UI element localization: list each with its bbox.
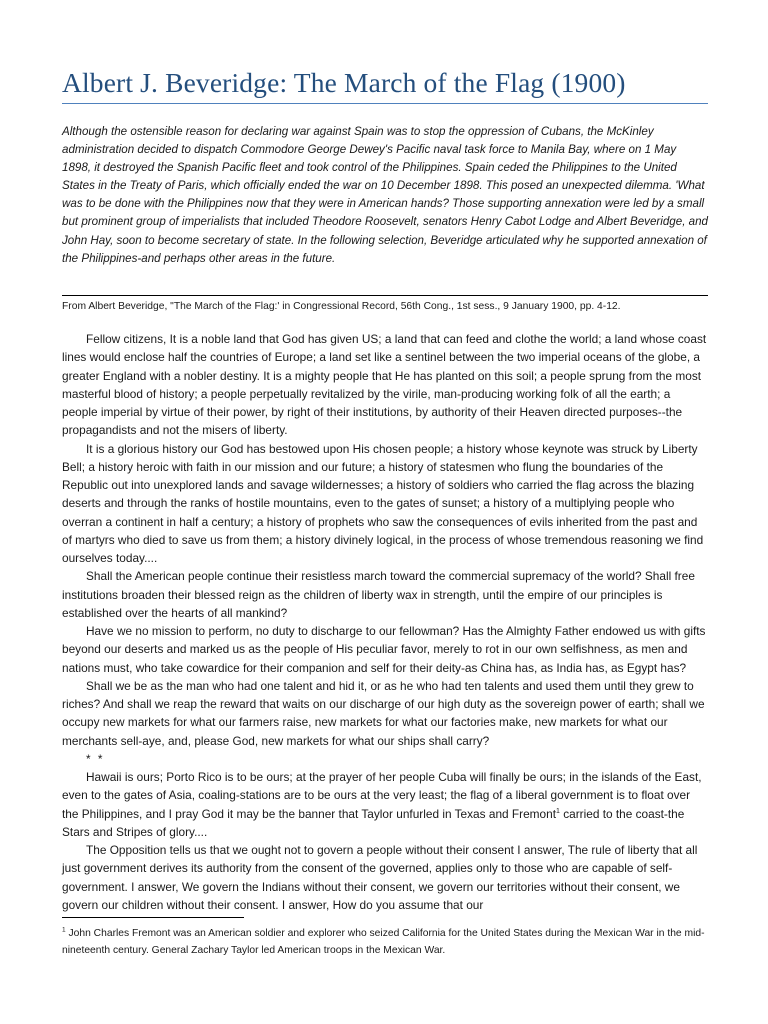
footnote-reference[interactable]: 1: [556, 807, 560, 815]
footnote: [62, 925, 708, 959]
page-title: Albert J. Beveridge: The March of the Flag (1900): [62, 67, 626, 98]
intro-paragraph: Although the ostensible reason for declaring war against Spain was to stop the oppression of Cubans, the McKinley administration decided to dispatch Commodore George Dewey's Pacific naval task force to Manila Bay, where on 1 May 1898, it destroyed the Spanish Pacific fleet and took control of the Philippines. Spain ceded the Philippines to the United States in the Treaty of Paris, which officially ended the war on 10 December 1898. This posed an unexpected dilemma. 'What was to be done with the Philippines now that they were in American hands? Those supporting annexation were led by a small but prominent group of imperialists that included Theodore Roosevelt, senators Henry Cabot Lodge and Albert Beveridge, and John Hay, soon to become secretary of state. In the following selection, Beveridge articulated why he supported annexation of the Philippines-and perhaps other areas in the future.: [62, 125, 708, 265]
speech-paragraph: It is a glorious history our God has bestowed upon His chosen people; a history whose keynote was struck by Liberty Bell; a history heroic with faith in our mission and our future; a history of statesmen who flung the boundaries of the Republic out into unexplored lands and savage wildernesses; a history of soldiers who carried the flag across the blazing deserts and through the ranks of hostile mountains, even to the gates of sunset; a history of a multiplying people who overran a continent in half a century; a history of prophets who saw the consequences of evils inherited from the past and of martyrs who died to save us from them; a history divinely logical, in the process of whose tremendous reasoning we find ourselves today....: [62, 441, 704, 565]
footnote-text: John Charles Fremont was an American soldier and explorer who seized California for the United States during the Mexican War in the mid-nineteenth century. General Zachary Taylor led American troops in the Mexican War.: [62, 928, 705, 956]
speech-paragraph: The Opposition tells us that we ought not to govern a people without their consent I answer, The rule of liberty that all just government derives its authority from the consent of the governed, applies only to those who are capable of self-government. I answer, We govern the Indians without their consent, we govern our territories without their consent, we govern our children without their consent. I answer, How do you assume that our: [62, 843, 698, 912]
speech-paragraph: Fellow citizens, It is a noble land that God has given US; a land that can feed and clothe the world; a land whose coast lines would enclose half the countries of Europe; a land set like a sentinel between the two imperial oceans of the globe, a greater England with a nobler destiny. It is a mighty people that He has planted on this soil; a people sprung from the most masterful blood of history; a people perpetually revitalized by the virile, man-producing working folk of all the earth; a people imperial by virtue of their power, by right of their institutions, by authority of their Heaven directed purposes--the propagandists and not the misers of liberty.: [62, 332, 707, 438]
paragraph-text: carried to the coast-the Stars and Stripes of glory....: [62, 806, 685, 839]
speech-paragraph: Have we no mission to perform, no duty to discharge to our fellowman? Has the Almighty Father endowed us with gifts beyond our deserts and marked us as the people of His peculiar favor, merely to rot in our own selfishness, as men and nations must, who take cowardice for their companion and self for their deity-as China has, as India has, as Egypt has?: [62, 624, 706, 675]
title-underline: [62, 103, 708, 104]
speech-paragraph: [62, 768, 708, 841]
source-divider: [62, 295, 708, 296]
paragraph-text: Hawaii is ours; Porto Rico is to be ours; at the prayer of her people Cuba will finally be ours; in the islands of the East, even to the gates of Asia, coaling-stations are to be ours at the very least; the flag of a liberal government is to float over the Philippines, and I pray God it may be the banner that Taylor unfurled in Texas and Fremont: [62, 770, 702, 821]
section-break: * *: [86, 751, 105, 766]
speech-paragraph: Shall we be as the man who had one talent and hid it, or as he who had ten talents and used them until they grew to riches? And shall we reap the reward that waits on our discharge of our high duty as the sovereign power of earth; shall we occupy new markets for what our farmers raise, new markets for what our factories make, new markets for what our merchants sell-aye, and, please God, new markets for what our ships shall carry?: [62, 678, 705, 748]
source-citation: From Albert Beveridge, "The March of the Flag:' in Congressional Record, 56th Cong., 1st sess., 9 January 1900, pp. 4-12.: [62, 301, 621, 312]
speech-text: [62, 330, 708, 914]
footnote-divider: [62, 917, 244, 918]
footnote-number: 1: [62, 926, 66, 934]
speech-paragraph: Shall the American people continue their resistless march toward the commercial supremacy of the world? Shall free institutions broaden their blessed reign as the children of liberty wax in strength, until the empire of our principles is established over the hearts of all mankind?: [62, 569, 695, 620]
